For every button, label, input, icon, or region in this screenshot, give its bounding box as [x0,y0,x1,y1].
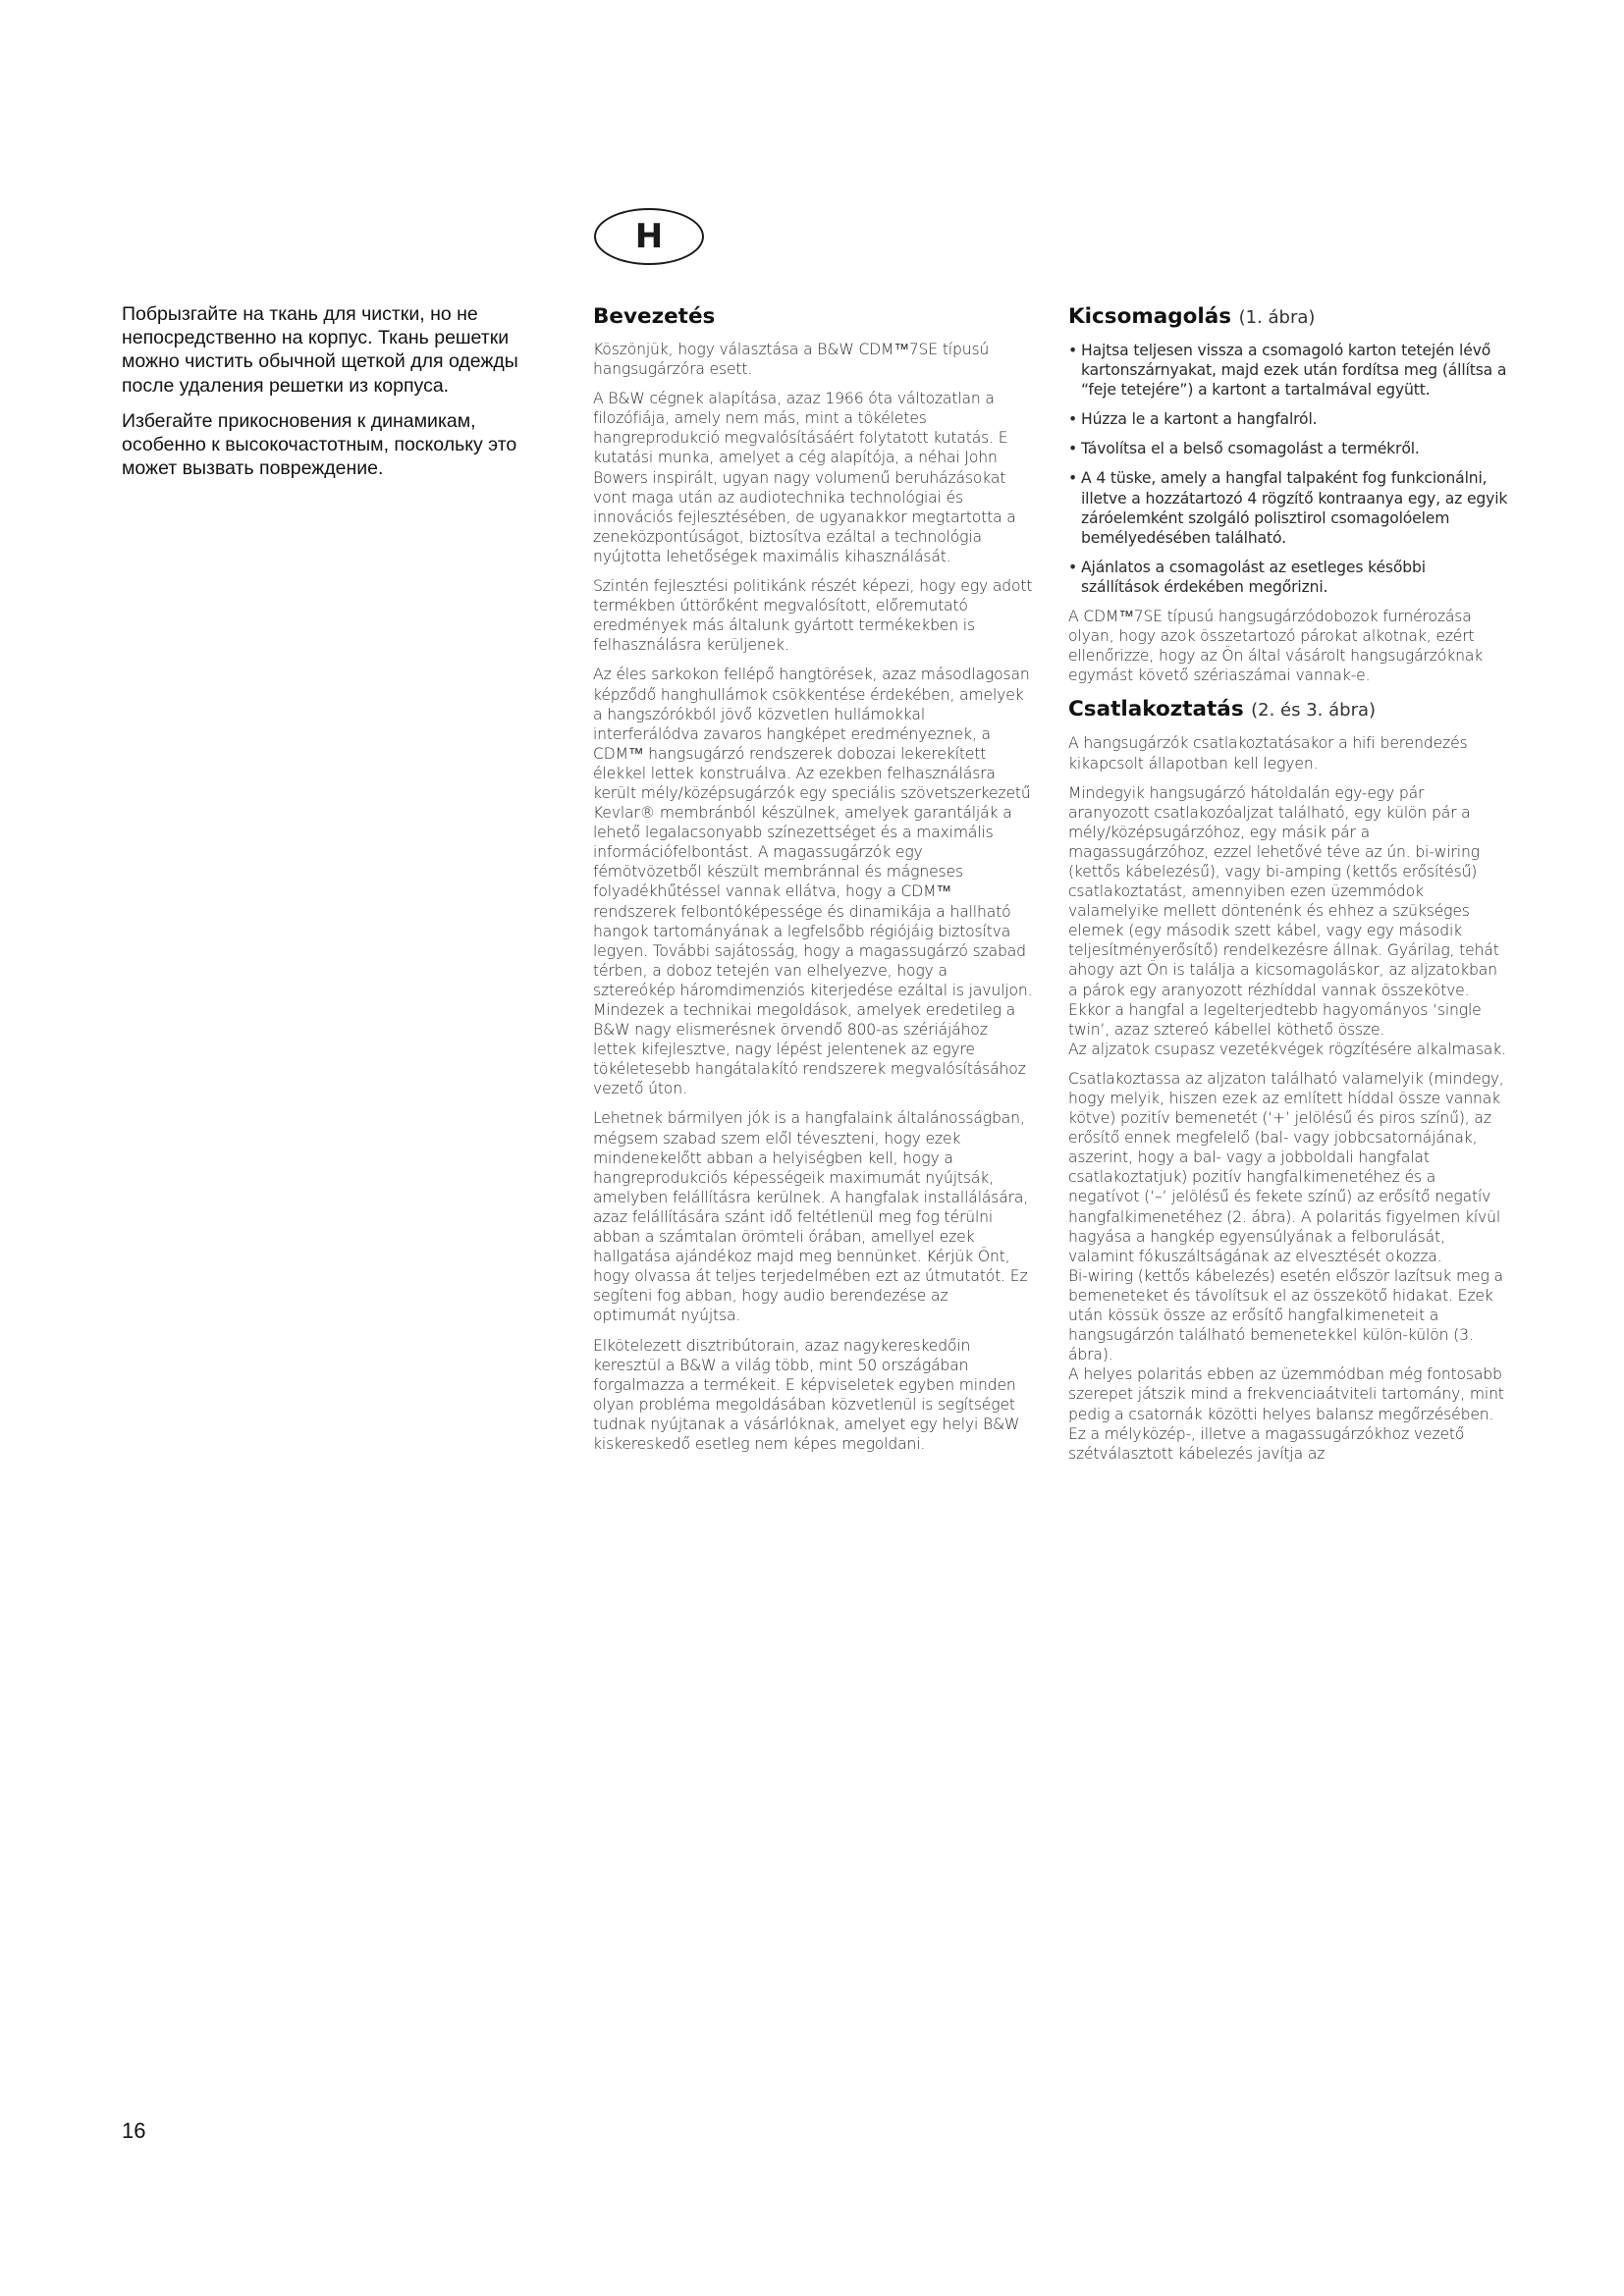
csatlakoztatas-paragraph: A helyes polaritás ebben az üzemmódban még fontosabb szerepet játszik mind a frekvenciaátviteli tartomány, mint pedig a csatornák közötti helyes balansz megőrzésében. Ez a mélyközép-, illetve a magassugárzókhoz vezető szétválasztott kábelezés javítja az [1068,1365,1504,1463]
csatlakoztatas-paragraph: Az aljzatok csupasz vezetékvégek rögzítésére alkalmasak. [1068,1040,1506,1058]
kicsomagolas-figure-ref: (1. ábra) [1238,307,1316,328]
list-item: • A 4 tüske, amely a hangfal talpaként fog funkcionálni, illetve a hozzátartozó 4 rögzítő kontraanya egy, az egyik záróelemként szolgáló polisztirol csomagolóelem bemélyedésében található. [1068,468,1508,547]
language-letter: H [634,217,664,256]
bevezetes-heading: Bevezetés [593,304,716,329]
bevezetes-paragraph: Szintén fejlesztési politikánk részét képezi, hogy egy adott termékben úttörőként megvalósított, előremutató eredmények más általunk gyártott termékekben is felhasználásra kerüljenek. [593,577,1033,655]
csatlakoztatas-paragraph: Bi-wiring (kettős kábelezés) esetén először lazítsuk meg a bemeneteket és távolítsuk el az összekötő hidakat. Ezek után kössük össze az erősítő hangfalkimeneteit a hangsugárzón található bemenetekkel külön-külön (3. ábra). [1068,1266,1503,1364]
kicsomagolas-title: Kicsomagolás [1068,304,1232,329]
list-item: • Húzza le a kartont a hangfalról. [1068,409,1508,429]
csatlakoztatas-figure-ref: (2. és 3. ábra) [1251,700,1377,721]
bevezetes-paragraph: Elkötelezett disztribútorain, azaz nagykereskedőin keresztül a B&W a világ több, mint 50 országában forgalmazza a termékeit. E képviseletek egyben minden olyan probléma megoldásában közvetlenül is segítséget tudnak nyújtanak a vásárlóknak, amelyet egy helyi B&W kiskereskedő esetleg nem képes megoldani. [593,1336,1020,1453]
middle-column [593,302,1033,1464]
csatlakoztatas-paragraph: Csatlakoztassa az aljzaton található valamelyik (mindegy, hogy melyik, hiszen ezek az említett híddal össze vannak kötve) pozitív bemenetét (‘+’ jelölésű és piros színű), az erősítő ennek megfelelő (bal- vagy jobbcsatornájának, aszerint, hogy a bal- vagy a jobboldali hangfalat csatlakoztatjuk) pozitív hangfalkimenetéhez és a negatívot (‘–’ jelölésű és fekete színű) az erősítő negatív hangfalkimenetéhez (2. ábra). A polaritás figyelmen kívül hagyása a hangkép egyensúlyának a felborulását, valamint fókuszáltságának az elvesztését okozza. [1068,1069,1504,1265]
bevezetes-paragraph: Az éles sarkokon fellépő hangtörések, azaz másodlagosan képződő hanghullámok csökkentése érdekében, amelyek a hangszórókból jövő közvetlen hullámokkal interferálódva zavaros hangképet eredményeznek, a CDM™ hangsugárzó rendszerek dobozai lekerekített élekkel lettek konstruálva. Az ezekben felhasználásra került mély/középsugárzók egy speciális szövetszerkezetű Kevlar® membránból készülnek, amelyek garantálják a lehető legalacsonyabb színezettséget és a maximális információfelbontást. A magassugárzók egy fémötvözetből készült membránnal és mágneses folyadékhűtéssel vannak ellátva, hogy a CDM™ rendszerek felbontóképessége és dinamikája a hallható hangok tartományának a legfelsőbb régiójáig biztosítva legyen. További sajátosság, hogy a magassugárzó szabad térben, a doboz tetején van elhelyezve, hogy a sztereókép háromdimenziós kiterjedése ezáltal is javuljon. Mindezek a technikai megoldások, amelyek eredetileg a B&W nagy elismerésnek örvendő 800-as szériájához lettek kifejlesztve, nagy lépést jelentenek az egyre tökéletesebb hangátalakító rendszerek megvalósításához vezető úton. [593,666,1033,1098]
csatlakoztatas-title: Csatlakoztatás [1068,697,1244,722]
csatlakoztatas-heading [1068,695,1508,725]
bevezetes-paragraph: Köszönjük, hogy választása a B&W CDM™7SE típusú hangsugárzóra esett. [593,341,990,379]
kicsomagolas-heading [1068,302,1508,333]
kicsomagolas-paragraph: A CDM™7SE típusú hangsugárzódobozok furnérozása olyan, hogy azok összetartozó párokat alkotnak, ezért ellenőrizze, hogy az Ön által vásárolt hangsugárzóknak egymást követő szériaszámai vannak-e. [1068,608,1484,685]
left-paragraph: Избегайте прикосновения к динамикам, особенно к высокочастотным, поскольку это может вызвать повреждение. [122,409,517,480]
right-column [1068,302,1508,1464]
csatlakoztatas-paragraph: Mindegyik hangsugárzó hátoldalán egy-egy pár aranyozott csatlakozóaljzat található, egy külön pár a mély/középsugárzóhoz, egy másik pár a magassugárzóhoz, ezzel lehetővé téve az ún. bi-wiring (kettős kábelezésű), vagy bi-amping (kettős erősítésű) csatlakoztatást, amennyiben ezen üzemmódok valamelyike mellett döntenénk és ehhez a szükséges elemek (egy második szett kábel, vagy egy második teljesítményerősítő) rendelkezésre állnak. Gyárilag, tehát ahogy azt Ön is találja a kicsomagoláskor, az aljzatokban a párok egy aranyozott rézhíddal vannak összekötve. Ekkor a hangfal a legelterjedtebb hagyományos ‘single twin’, azaz sztereó kábellel köthető össze. [1068,783,1499,1039]
list-item: • Ajánlatos a csomagolást az esetleges későbbi szállítások érdekében megőrizni. [1068,558,1508,597]
bevezetes-paragraph: A B&W cégnek alapítása, azaz 1966 óta változatlan a filozófiája, amely nem más, mint a tökéletes hangreprodukció megvalósításáért folytatott kutatás. E kutatási munka, amelyet a cég alapítója, a néhai John Bowers inspirált, ugyan nagy volumenű beruházásokat vont maga után az audiotechnika technológiai és innovációs fejlesztésében, de ugyanakkor megtartotta a zeneközpontúságot, biztosítva ezáltal a technológia nyújtotta lehetőségek maximális kihasználását. [593,390,1016,565]
bevezetes-paragraph: Lehetnek bármilyen jók is a hangfalaink általánosságban, mégsem szabad szem elől téveszteni, hogy ezek mindenekelőtt abban a helyiségben kell, hogy a hangreprodukciós képességeik maximumát nyújtsák, amelyben felállításra kerülnek. A hangfalak installálására, azaz felállítására szánt idő feltétlenül meg fog térülni abban a számtalan örömteli órában, amellyel ezek hallgatása ajándékoz majd meg bennünket. Kérjük Önt, hogy olvassa át teljes terjedelmében ezt az útmutatót. Ez segíteni fog abban, hogy audio berendezése az optimumát nyújtsa. [593,1109,1029,1325]
list-item: • Hajtsa teljesen vissza a csomagoló karton tetején lévő kartonszárnyakat, majd ezek után fordítsa meg (állítsa a “feje tetejére”) a kartont a tartalmával együtt. [1068,341,1508,400]
kicsomagolas-list [1068,341,1508,597]
language-badge [594,208,704,265]
csatlakoztatas-paragraph: A hangsugárzók csatlakoztatásakor a hifi berendezés kikapcsolt állapotban kell legyen. [1068,734,1468,773]
left-paragraph: Побрызгайте на ткань для чистки, но не непосредственно на корпус. Ткань решетки можно чистить обычной щеткой для одежды после удаления решетки из корпуса. [122,303,518,397]
left-column [122,302,544,492]
list-item: • Távolítsa el a belső csomagolást a termékről. [1068,439,1508,458]
page-number: 16 [122,2118,146,2143]
